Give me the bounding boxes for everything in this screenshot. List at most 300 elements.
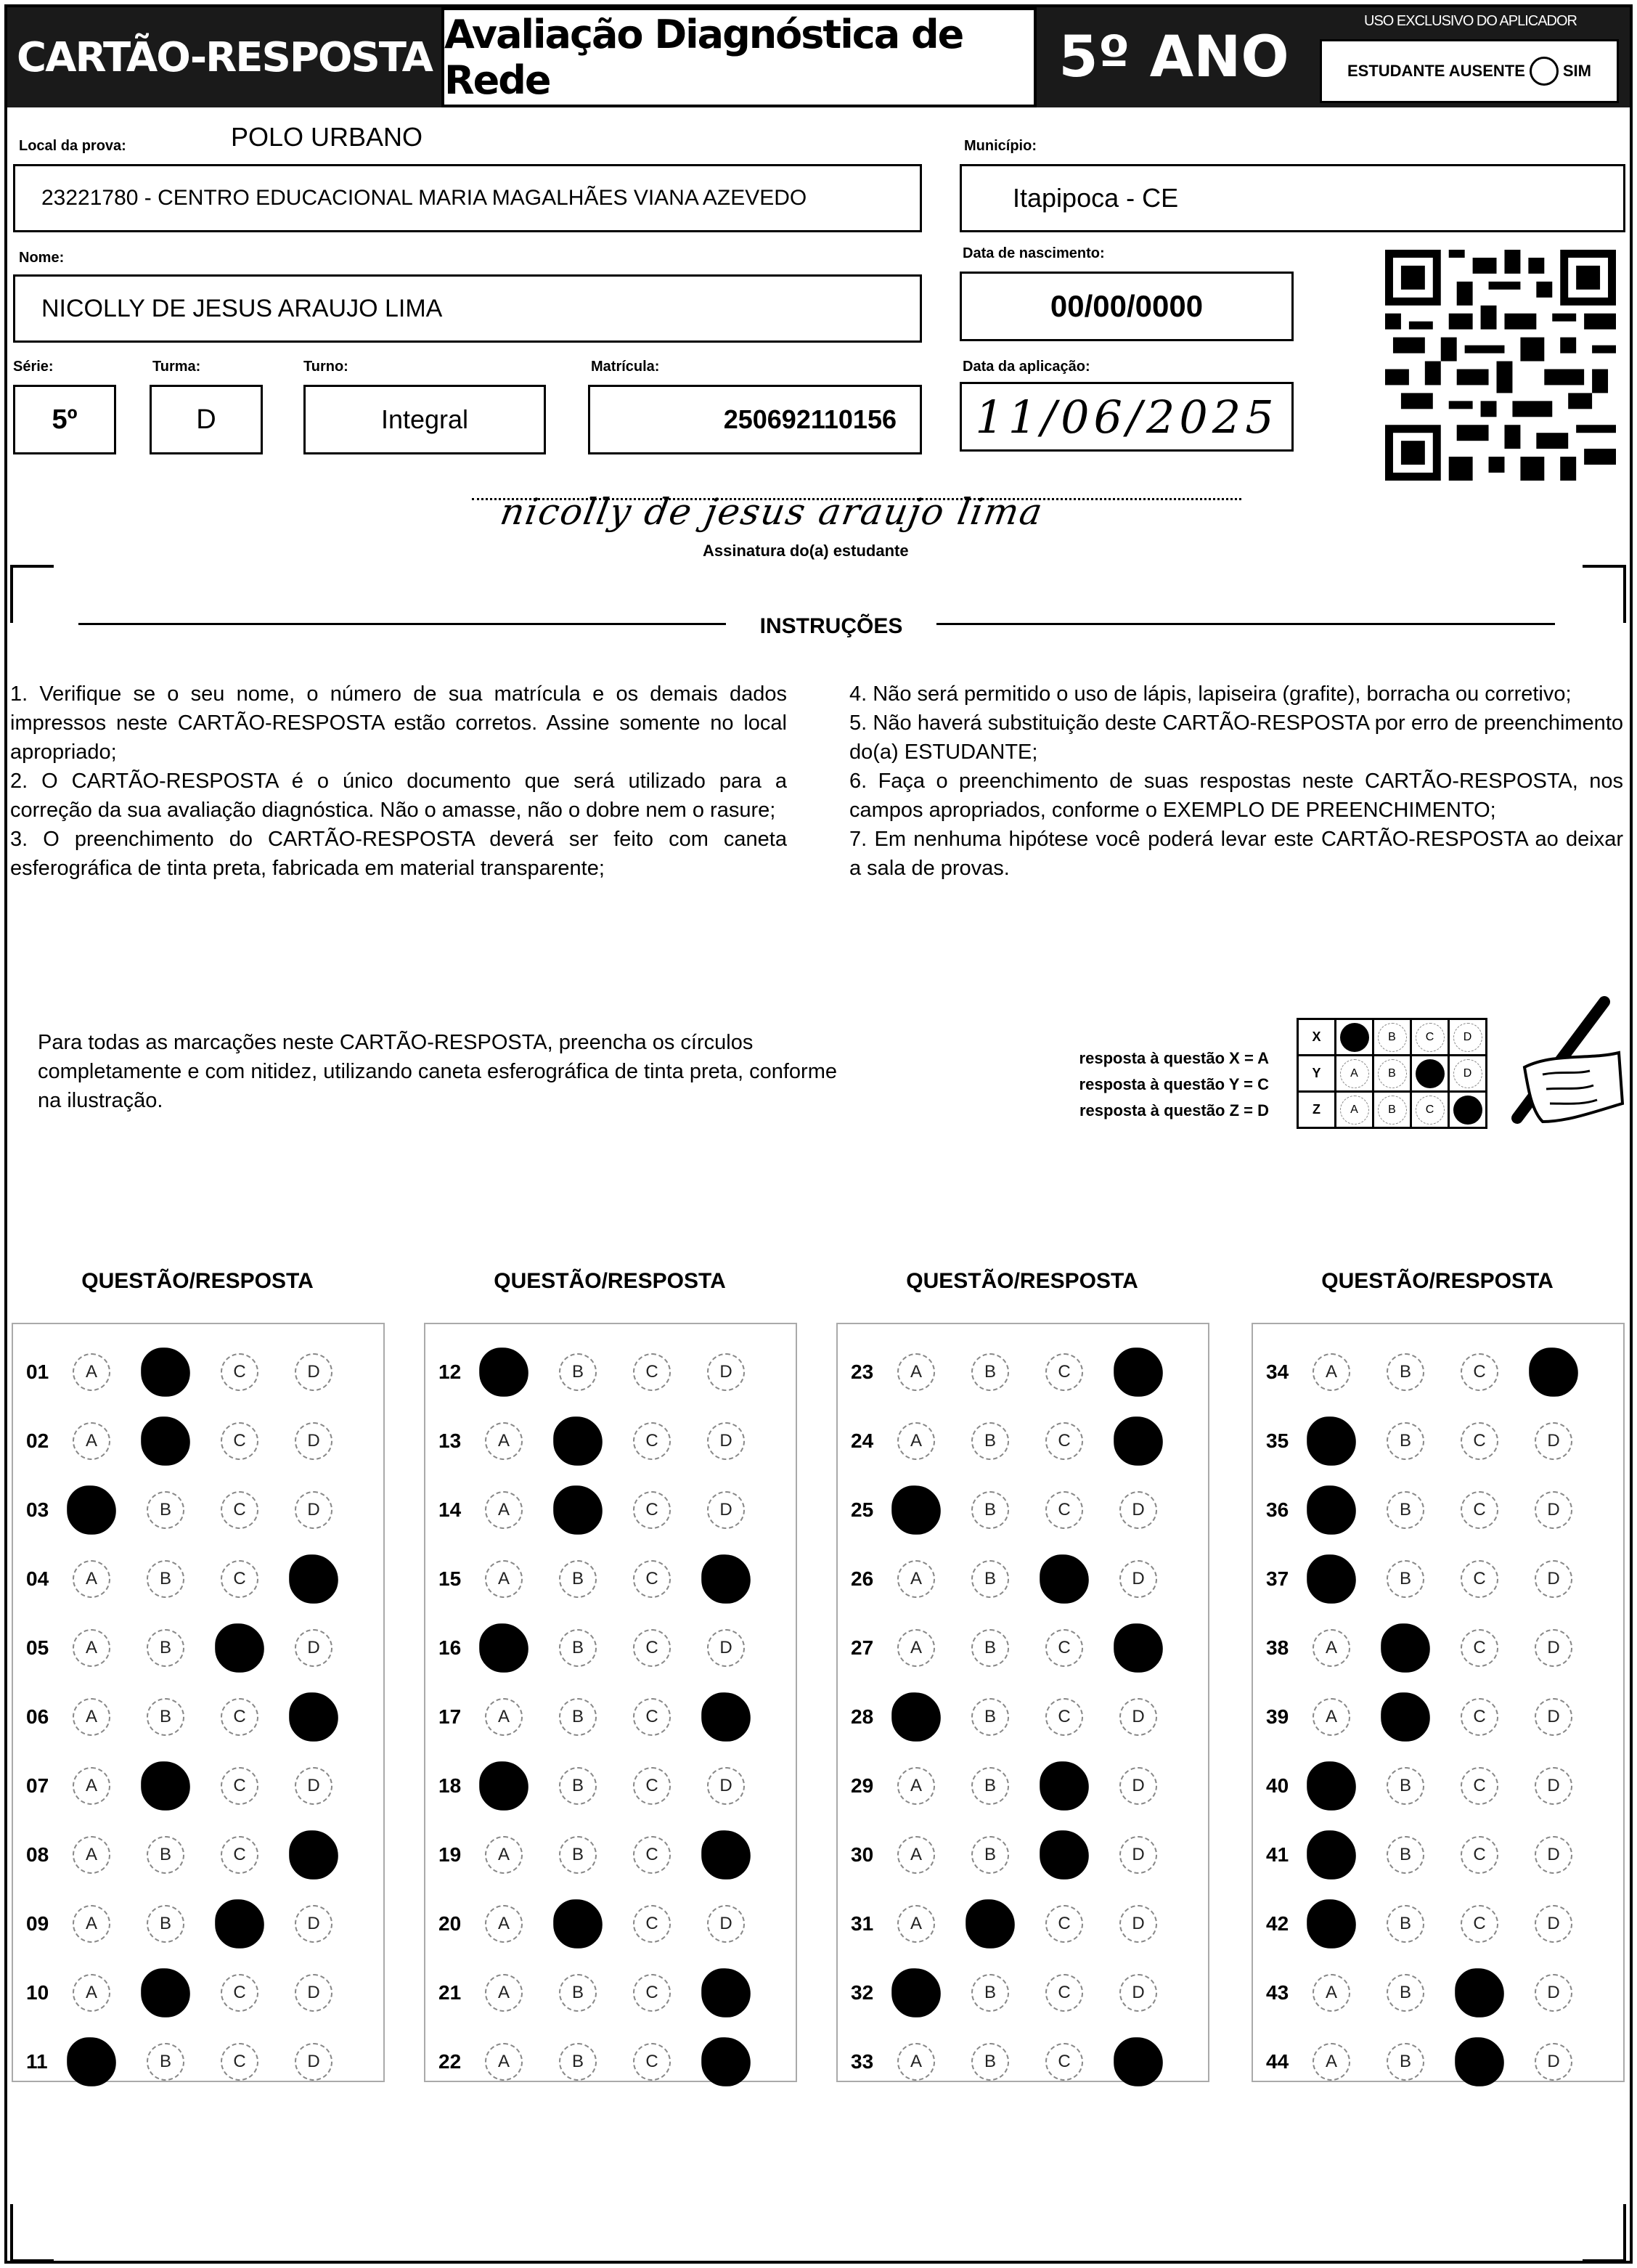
answer-bubble-c[interactable]: C [215,1899,264,1949]
question-row [851,1488,1193,1532]
question-row [438,1350,781,1394]
answer-bubble-c[interactable]: C [221,1491,258,1529]
answer-bubble-c[interactable]: C [633,1698,671,1736]
answer-bubble-b[interactable]: B [147,1698,184,1736]
answer-bubble-b[interactable]: B [147,1629,184,1667]
fill-note: Para todas as marcações neste CARTÃO-RESPOSTA, preencha os círculos completamente e com nitidez, utilizando caneta esferográfica de tinta preta, conforme na ilustração. [38,1031,837,1112]
answer-bubble-d[interactable]: D [289,1830,338,1880]
answer-bubble-b[interactable]: B [1387,1422,1424,1460]
question-number: 29 [851,1774,874,1797]
serie-label: Série: [13,359,54,375]
example-line-y: resposta à questão Y = C [1079,1075,1269,1093]
answer-bubble-a[interactable]: A [1307,1830,1356,1880]
corner-mark-top-right [1583,565,1626,623]
question-number: 06 [26,1705,49,1728]
instruction-7: 7. Em nenhuma hipótese você poderá levar este CARTÃO-RESPOSTA ao deixar a sala de provas. [849,828,1623,880]
answer-bubble-a[interactable]: A [897,1836,935,1874]
example-cell [1373,1019,1411,1056]
question-row [1266,1695,1609,1739]
example-cell [1336,1019,1373,1056]
answer-bubble-a[interactable]: A [67,1485,116,1535]
instruction-3: 3. O preenchimento do CARTÃO-RESPOSTA deverá ser feito com caneta esferográfica de tinta preta, fabricada em material transparente; [10,828,787,880]
answer-bubble-c[interactable]: C [221,2043,258,2081]
question-row [851,1833,1193,1877]
answer-bubble-a[interactable]: A [485,1836,523,1874]
nascimento-field: 00/00/0000 [960,272,1294,341]
answer-bubble-b[interactable]: B [147,2043,184,2081]
question-number: 22 [438,2050,462,2073]
example-cell [1336,1056,1373,1092]
municipio-field: Itapipoca - CE [960,164,1625,232]
answer-bubble-d[interactable]: D [1119,1698,1157,1736]
answer-bubble-b[interactable]: B [971,1353,1009,1391]
answer-bubble-c[interactable]: C [633,1767,671,1805]
question-number: 40 [1266,1774,1289,1797]
answer-bubble-d[interactable]: D [1114,1416,1163,1466]
answer-bubble-b[interactable]: B [971,1836,1009,1874]
pen-hand-icon [1474,995,1626,1154]
answer-bubble-d[interactable]: D [707,1629,745,1667]
question-row [438,1695,781,1739]
answer-bubble-b[interactable]: B [147,1560,184,1598]
answer-bubble-a[interactable]: A [1313,2043,1350,2081]
example-cell [1411,1092,1449,1128]
answer-bubble-d[interactable]: D [295,1767,332,1805]
answer-bubble-c[interactable]: C [221,1422,258,1460]
question-row [438,1557,781,1601]
answer-bubble-d[interactable]: D [1119,1905,1157,1943]
answer-bubble-a[interactable]: A [73,1698,110,1736]
answer-bubble-c[interactable]: C [1461,1422,1498,1460]
answer-bubble-b[interactable]: B [1387,1767,1424,1805]
answer-bubble-d[interactable]: D [701,1554,751,1604]
answer-bubble-c[interactable]: C [221,1560,258,1598]
answer-bubble-c[interactable]: C [1045,1422,1083,1460]
answer-bubble-d[interactable]: D [707,1767,745,1805]
answer-bubble-c[interactable]: C [1045,1698,1083,1736]
answer-bubble-a[interactable]: A [73,1905,110,1943]
example-bubble: D [1453,1023,1482,1052]
answer-bubble-b[interactable]: B [559,1629,597,1667]
example-line-x: resposta à questão X = A [1079,1049,1269,1067]
example-question-label: Y [1298,1056,1336,1092]
answer-bubble-c[interactable]: C [633,1629,671,1667]
instructions-rule-left [78,623,726,625]
answer-bubble-c[interactable]: C [633,1353,671,1391]
answer-bubble-b[interactable]: B [553,1899,603,1949]
instruction-2: 2. O CARTÃO-RESPOSTA é o único documento que será utilizado para a correção da sua avaliação diagnóstica. Não o amasse, não o dobre nem o rasure; [10,770,787,822]
aplicacao-field: 11/06/2025 [960,382,1294,452]
example-bubble: D [1453,1059,1482,1088]
answer-bubble-c[interactable]: C [633,1560,671,1598]
answer-bubble-a[interactable]: A [891,1968,941,2018]
example-cell [1336,1092,1373,1128]
answer-bubble-b[interactable]: B [971,1560,1009,1598]
question-number: 44 [1266,2050,1289,2073]
example-line-z: resposta à questão Z = D [1079,1101,1269,1119]
answer-bubble-d[interactable]: D [1119,1560,1157,1598]
answer-column-title: QUESTÃO/RESPOSTA [906,1269,1138,1293]
answer-bubble-b[interactable]: B [971,1491,1009,1529]
instructions-rule-right [936,623,1555,625]
example-row [1298,1092,1487,1128]
answer-bubble-c[interactable]: C [1461,1629,1498,1667]
question-row [851,1971,1193,2015]
answer-bubble-a[interactable]: A [479,1761,528,1811]
answer-bubble-d[interactable]: D [701,1830,751,1880]
answer-bubble-d[interactable]: D [1535,1767,1572,1805]
answer-bubble-d[interactable]: D [295,1974,332,2012]
absent-checkbox[interactable] [1530,57,1559,86]
question-row [438,1626,781,1670]
question-number: 08 [26,1843,49,1866]
answer-bubble-a[interactable]: A [67,2037,116,2087]
local-value: POLO URBANO [231,122,423,152]
serie-field: 5º [13,385,116,454]
answer-bubble-a[interactable]: A [73,1353,110,1391]
answer-bubble-c[interactable]: C [215,1623,264,1673]
question-row [851,1557,1193,1601]
answer-bubble-c[interactable]: C [1045,2043,1083,2081]
answer-bubble-a[interactable]: A [1307,1416,1356,1466]
question-number: 17 [438,1705,462,1728]
question-number: 16 [438,1636,462,1659]
answer-bubble-a[interactable]: A [479,1623,528,1673]
answer-bubble-a[interactable]: A [485,1698,523,1736]
question-row [1266,2040,1609,2084]
answer-bubble-d[interactable]: D [701,2037,751,2087]
answer-bubble-a[interactable]: A [1307,1899,1356,1949]
answer-bubble-a[interactable]: A [485,1560,523,1598]
answer-bubble-c[interactable]: C [1040,1830,1089,1880]
answer-bubble-a[interactable]: A [897,1560,935,1598]
question-row [851,1626,1193,1670]
answer-bubble-c[interactable]: C [1461,1491,1498,1529]
answer-bubble-d[interactable]: D [1535,1698,1572,1736]
answer-bubble-a[interactable]: A [1313,1698,1350,1736]
answer-bubble-b[interactable]: B [971,1767,1009,1805]
answer-bubble-d[interactable]: D [1114,1347,1163,1397]
nome-field: NICOLLY DE JESUS ARAUJO LIMA [13,274,922,343]
answer-bubble-a[interactable]: A [73,1974,110,2012]
answer-bubble-d[interactable]: D [1119,1491,1157,1529]
answer-bubble-b[interactable]: B [147,1905,184,1943]
absent-box [1320,39,1619,103]
question-number: 28 [851,1705,874,1728]
answer-bubble-b[interactable]: B [1387,1974,1424,2012]
question-number: 35 [1266,1429,1289,1452]
answer-bubble-a[interactable]: A [485,1974,523,2012]
question-row [851,1902,1193,1946]
question-number: 04 [26,1567,49,1590]
answer-bubble-c[interactable]: C [1045,1974,1083,2012]
question-number: 03 [26,1498,49,1521]
turma-label: Turma: [152,359,201,375]
answer-bubble-b[interactable]: B [971,2043,1009,2081]
question-number: 27 [851,1636,874,1659]
answer-bubble-d[interactable]: D [295,1491,332,1529]
example-bubble: B [1378,1059,1407,1088]
answer-bubble-d[interactable]: D [1119,1767,1157,1805]
example-cell [1411,1056,1449,1092]
question-number: 36 [1266,1498,1289,1521]
answer-bubble-a[interactable]: A [485,1905,523,1943]
answer-bubble-b[interactable]: B [147,1491,184,1529]
student-signature: nicolly de jesus araujo lima [497,491,1047,533]
answer-bubble-a[interactable]: A [897,1629,935,1667]
answer-bubble-a[interactable]: A [1307,1761,1356,1811]
question-row [438,1764,781,1808]
answer-bubble-a[interactable]: A [485,1422,523,1460]
answer-bubble-d[interactable]: D [701,1968,751,2018]
question-number: 14 [438,1498,462,1521]
answer-bubble-d[interactable]: D [289,1692,338,1742]
answer-bubble-d[interactable]: D [707,1491,745,1529]
example-bubble: B [1378,1023,1407,1052]
answer-bubble-a[interactable]: A [485,2043,523,2081]
question-number: 31 [851,1912,874,1935]
question-number: 15 [438,1567,462,1590]
answer-bubble-c[interactable]: C [1461,1560,1498,1598]
answer-bubble-b[interactable]: B [971,1698,1009,1736]
example-bubble: A [1340,1096,1369,1125]
answer-bubble-d[interactable]: D [1535,1629,1572,1667]
answer-bubble-b[interactable]: B [1387,1836,1424,1874]
answer-bubble-d[interactable]: D [707,1353,745,1391]
question-number: 37 [1266,1567,1289,1590]
answer-bubble-c[interactable]: C [633,1422,671,1460]
question-row [851,1350,1193,1394]
answer-bubble-c[interactable]: C [221,1974,258,2012]
question-number: 24 [851,1429,874,1452]
answer-bubble-b[interactable]: B [141,1761,190,1811]
question-number: 42 [1266,1912,1289,1935]
answer-bubble-a[interactable]: A [897,1767,935,1805]
answer-bubble-b[interactable]: B [559,1353,597,1391]
answer-bubble-b[interactable]: B [1381,1623,1430,1673]
nome-label: Nome: [19,250,65,266]
question-row [438,2040,781,2084]
answer-bubble-a[interactable]: A [73,1629,110,1667]
question-number: 13 [438,1429,462,1452]
answer-bubble-c[interactable]: C [1461,1353,1498,1391]
answer-bubble-c[interactable]: C [221,1767,258,1805]
answer-bubble-a[interactable]: A [1307,1485,1356,1535]
question-row [26,2040,369,2084]
answer-bubble-d[interactable]: D [1529,1347,1578,1397]
answer-bubble-d[interactable]: D [1535,1491,1572,1529]
answer-bubble-d[interactable]: D [1535,1905,1572,1943]
answer-bubble-d[interactable]: D [1535,2043,1572,2081]
answer-bubble-a[interactable]: A [1313,1353,1350,1391]
card-title: CARTÃO-RESPOSTA [7,7,441,107]
question-row [851,2040,1193,2084]
answer-bubble-c[interactable]: C [1461,1836,1498,1874]
question-row [438,1419,781,1463]
qr-code-icon [1385,250,1616,481]
example-row [1298,1056,1487,1092]
answer-bubble-b[interactable]: B [559,1767,597,1805]
question-row [26,1833,369,1877]
answer-bubble-a[interactable]: A [891,1692,941,1742]
answer-bubble-b[interactable]: B [1387,1353,1424,1391]
answer-bubble-b[interactable]: B [1387,1560,1424,1598]
example-bubble [1340,1023,1369,1052]
matricula-label: Matrícula: [591,359,660,375]
answer-bubble-c[interactable]: C [1040,1761,1089,1811]
corner-mark-bottom-left [10,2204,54,2262]
answer-bubble-a[interactable]: A [1313,1974,1350,2012]
answer-bubble-d[interactable]: D [1535,1422,1572,1460]
question-number: 01 [26,1361,49,1383]
question-number: 38 [1266,1636,1289,1659]
question-number: 21 [438,1981,462,2004]
answer-bubble-d[interactable]: D [295,1422,332,1460]
answer-bubble-c[interactable]: C [1045,1905,1083,1943]
question-row [1266,1833,1609,1877]
answer-bubble-c[interactable]: C [633,1974,671,2012]
example-bubble [1416,1059,1445,1088]
instruction-6: 6. Faça o preenchimento de suas respostas neste CARTÃO-RESPOSTA, nos campos apropriados, conforme o EXEMPLO DE PREENCHIMENTO; [849,770,1623,822]
answer-bubble-d[interactable]: D [1119,1836,1157,1874]
answer-bubble-d[interactable]: D [1535,1560,1572,1598]
answer-bubble-a[interactable]: A [73,1422,110,1460]
answer-bubble-b[interactable]: B [971,1629,1009,1667]
answer-bubble-b[interactable]: B [559,1698,597,1736]
answer-bubble-d[interactable]: D [295,1353,332,1391]
answer-bubble-b[interactable]: B [553,1416,603,1466]
municipio-label: Município: [964,138,1037,154]
turno-field: Integral [303,385,546,454]
example-cell [1411,1019,1449,1056]
answer-bubble-a[interactable]: A [897,2043,935,2081]
question-row [438,1488,781,1532]
answer-bubble-b[interactable]: B [971,1422,1009,1460]
question-row [26,1695,369,1739]
answer-column-title: QUESTÃO/RESPOSTA [1321,1269,1554,1293]
answer-bubble-c[interactable]: C [1045,1353,1083,1391]
answer-bubble-d[interactable]: D [1535,1974,1572,2012]
answer-bubble-a[interactable]: A [479,1347,528,1397]
answer-bubble-b[interactable]: B [1387,2043,1424,2081]
applicator-title: USO EXCLUSIVO DO APLICADOR [1364,13,1577,29]
question-number: 43 [1266,1981,1289,2004]
answer-bubble-a[interactable]: A [891,1485,941,1535]
question-row [851,1419,1193,1463]
answer-bubble-c[interactable]: C [1045,1491,1083,1529]
question-row [1266,1971,1609,2015]
answer-bubble-b[interactable]: B [1387,1491,1424,1529]
answer-bubble-c[interactable]: C [221,1698,258,1736]
answer-bubble-b[interactable]: B [147,1836,184,1874]
answer-bubble-b[interactable]: B [971,1974,1009,2012]
question-row [1266,1902,1609,1946]
question-number: 18 [438,1774,462,1797]
example-bubble: B [1378,1096,1407,1125]
answer-bubble-b[interactable]: B [1387,1905,1424,1943]
answer-bubble-a[interactable]: A [897,1353,935,1391]
grade-title: 5º ANO [1037,7,1311,107]
answer-bubble-d[interactable]: D [289,1554,338,1604]
answer-bubble-d[interactable]: D [1119,1974,1157,2012]
instruction-4: 4. Não será permitido o uso de lápis, lapiseira (grafite), borracha ou corretivo; [849,682,1572,706]
answer-bubble-b[interactable]: B [559,1836,597,1874]
question-number: 05 [26,1636,49,1659]
answer-bubble-d[interactable]: D [1535,1836,1572,1874]
matricula-field: 250692110156 [588,385,922,454]
answer-bubble-d[interactable]: D [701,1692,751,1742]
answer-bubble-a[interactable]: A [73,1836,110,1874]
answer-bubble-a[interactable]: A [1307,1554,1356,1604]
answer-bubble-d[interactable]: D [295,2043,332,2081]
question-row [1266,1626,1609,1670]
answer-bubble-a[interactable]: A [485,1491,523,1529]
answer-bubble-c[interactable]: C [1461,1698,1498,1736]
example-cell [1373,1092,1411,1128]
answer-bubble-c[interactable]: C [221,1836,258,1874]
answer-bubble-d[interactable]: D [1114,2037,1163,2087]
question-number: 11 [26,2050,48,2073]
question-number: 20 [438,1912,462,1935]
answer-bubble-b[interactable]: B [141,1416,190,1466]
answer-bubble-d[interactable]: D [1114,1623,1163,1673]
example-question-label: X [1298,1019,1336,1056]
question-number: 41 [1266,1843,1289,1866]
question-row [1266,1350,1609,1394]
answer-bubble-c[interactable]: C [1045,1629,1083,1667]
question-row [1266,1557,1609,1601]
answer-bubble-c[interactable]: C [633,1836,671,1874]
answer-bubble-a[interactable]: A [73,1767,110,1805]
answer-bubble-b[interactable]: B [559,2043,597,2081]
answer-bubble-b[interactable]: B [966,1899,1015,1949]
answer-bubble-d[interactable]: D [295,1905,332,1943]
question-number: 09 [26,1912,49,1935]
answer-bubble-c[interactable]: C [633,1491,671,1529]
question-number: 19 [438,1843,462,1866]
answer-bubble-c[interactable]: C [1040,1554,1089,1604]
answer-bubble-b[interactable]: B [1381,1692,1430,1742]
answer-bubble-c[interactable]: C [1461,1767,1498,1805]
answer-bubble-d[interactable]: D [295,1629,332,1667]
answer-bubble-b[interactable]: B [559,1974,597,2012]
answer-bubble-d[interactable]: D [707,1905,745,1943]
question-row [26,1419,369,1463]
answer-bubble-c[interactable]: C [1455,2037,1504,2087]
answer-bubble-b[interactable]: B [553,1485,603,1535]
answer-bubble-c[interactable]: C [1455,1968,1504,2018]
question-number: 12 [438,1361,462,1383]
answer-bubble-b[interactable]: B [141,1968,190,2018]
answer-bubble-a[interactable]: A [73,1560,110,1598]
answer-bubble-c[interactable]: C [221,1353,258,1391]
question-row [26,1971,369,2015]
answer-bubble-c[interactable]: C [633,2043,671,2081]
instruction-5: 5. Não haverá substituição deste CARTÃO-RESPOSTA por erro de preenchimento do(a) ESTUDANTE; [849,711,1623,764]
answer-bubble-c[interactable]: C [633,1905,671,1943]
question-number: 25 [851,1498,874,1521]
answer-bubble-a[interactable]: A [897,1905,935,1943]
answer-bubble-b[interactable]: B [141,1347,190,1397]
question-row [851,1695,1193,1739]
answer-bubble-c[interactable]: C [1461,1905,1498,1943]
answer-bubble-a[interactable]: A [897,1422,935,1460]
answer-bubble-d[interactable]: D [707,1422,745,1460]
answer-bubble-b[interactable]: B [559,1560,597,1598]
answer-bubble-a[interactable]: A [1313,1629,1350,1667]
corner-mark-bottom-right [1583,2204,1626,2262]
school-field: 23221780 - CENTRO EDUCACIONAL MARIA MAGALHÃES VIANA AZEVEDO [13,164,922,232]
